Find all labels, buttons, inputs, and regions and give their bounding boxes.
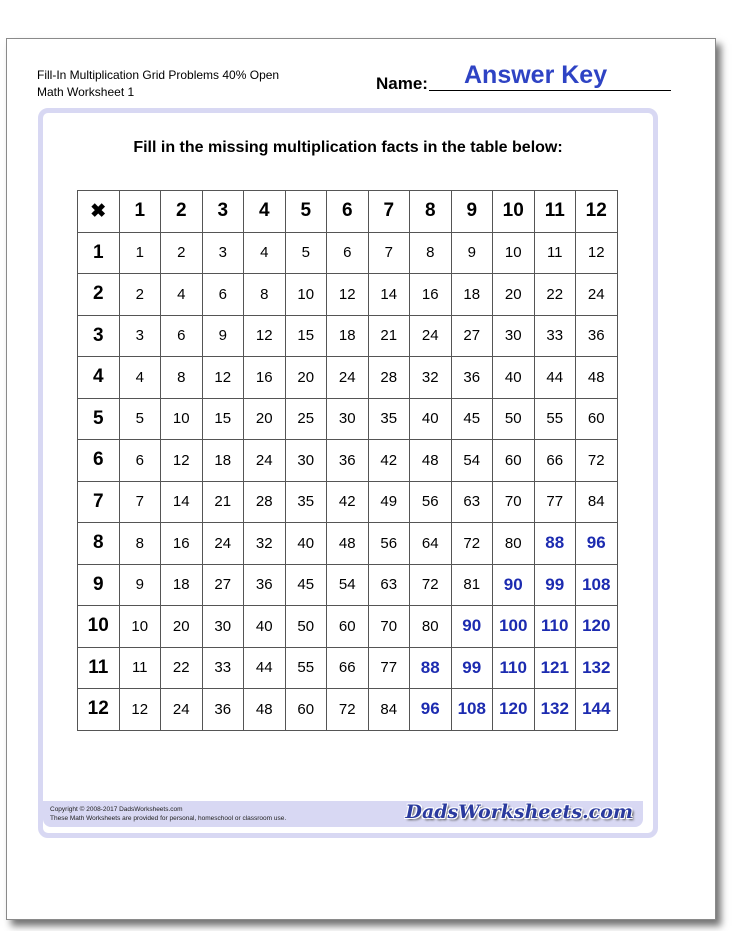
column-header: 7 xyxy=(368,191,410,233)
grid-row xyxy=(78,357,618,399)
row-header: 9 xyxy=(78,564,120,606)
answer-cell: 120 xyxy=(493,689,535,731)
grid-cell: 9 xyxy=(202,315,244,357)
answer-key-label: Answer Key xyxy=(464,61,608,89)
grid-cell: 6 xyxy=(161,315,203,357)
grid-cell: 66 xyxy=(534,440,576,482)
grid-cell: 40 xyxy=(410,398,452,440)
grid-cell: 48 xyxy=(327,523,369,565)
grid-cell: 24 xyxy=(244,440,286,482)
grid-cell: 66 xyxy=(327,647,369,689)
grid-cell: 15 xyxy=(285,315,327,357)
grid-cell: 60 xyxy=(327,606,369,648)
brand-logo: DadsWorksheets.com xyxy=(405,801,633,823)
grid-cell: 60 xyxy=(576,398,618,440)
grid-header-row xyxy=(78,191,618,233)
grid-cell: 1 xyxy=(119,232,161,274)
grid-row xyxy=(78,315,618,357)
grid-cell: 33 xyxy=(534,315,576,357)
worksheet-title-line2: Math Worksheet 1 xyxy=(37,85,135,99)
grid-cell: 2 xyxy=(161,232,203,274)
grid-cell: 12 xyxy=(576,232,618,274)
grid-cell: 40 xyxy=(285,523,327,565)
grid-cell: 50 xyxy=(493,398,535,440)
grid-cell: 4 xyxy=(161,274,203,316)
grid-cell: 18 xyxy=(327,315,369,357)
grid-cell: 24 xyxy=(202,523,244,565)
grid-cell: 5 xyxy=(285,232,327,274)
grid-cell: 72 xyxy=(327,689,369,731)
grid-cell: 9 xyxy=(451,232,493,274)
row-header: 4 xyxy=(78,357,120,399)
footer-bar xyxy=(43,801,643,827)
column-header: 9 xyxy=(451,191,493,233)
grid-cell: 44 xyxy=(244,647,286,689)
grid-cell: 36 xyxy=(451,357,493,399)
grid-cell: 42 xyxy=(368,440,410,482)
grid-cell: 3 xyxy=(202,232,244,274)
grid-cell: 55 xyxy=(534,398,576,440)
grid-cell: 28 xyxy=(244,481,286,523)
column-header: 5 xyxy=(285,191,327,233)
grid-cell: 24 xyxy=(576,274,618,316)
grid-cell: 70 xyxy=(493,481,535,523)
copyright-line2: These Math Worksheets are provided for personal, homeschool or classroom use. xyxy=(50,815,287,822)
grid-row xyxy=(78,440,618,482)
grid-cell: 33 xyxy=(202,647,244,689)
grid-cell: 63 xyxy=(451,481,493,523)
row-header: 3 xyxy=(78,315,120,357)
grid-cell: 35 xyxy=(368,398,410,440)
grid-cell: 7 xyxy=(119,481,161,523)
grid-cell: 10 xyxy=(285,274,327,316)
grid-cell: 20 xyxy=(161,606,203,648)
grid-row xyxy=(78,398,618,440)
grid-cell: 8 xyxy=(244,274,286,316)
grid-row xyxy=(78,481,618,523)
column-header: 3 xyxy=(202,191,244,233)
answer-cell: 99 xyxy=(534,564,576,606)
grid-row xyxy=(78,274,618,316)
answer-cell: 108 xyxy=(451,689,493,731)
grid-cell: 27 xyxy=(202,564,244,606)
column-header: 2 xyxy=(161,191,203,233)
grid-cell: 36 xyxy=(244,564,286,606)
row-header: 8 xyxy=(78,523,120,565)
grid-cell: 63 xyxy=(368,564,410,606)
answer-cell: 96 xyxy=(410,689,452,731)
grid-cell: 77 xyxy=(368,647,410,689)
grid-cell: 40 xyxy=(493,357,535,399)
grid-cell: 16 xyxy=(161,523,203,565)
grid-cell: 50 xyxy=(285,606,327,648)
grid-cell: 6 xyxy=(202,274,244,316)
grid-cell: 40 xyxy=(244,606,286,648)
grid-cell: 15 xyxy=(202,398,244,440)
row-header: 5 xyxy=(78,398,120,440)
grid-cell: 64 xyxy=(410,523,452,565)
grid-cell: 21 xyxy=(368,315,410,357)
grid-cell: 48 xyxy=(244,689,286,731)
grid-cell: 5 xyxy=(119,398,161,440)
grid-cell: 45 xyxy=(451,398,493,440)
answer-cell: 120 xyxy=(576,606,618,648)
grid-cell: 11 xyxy=(534,232,576,274)
grid-cell: 21 xyxy=(202,481,244,523)
answer-cell: 90 xyxy=(493,564,535,606)
grid-cell: 12 xyxy=(327,274,369,316)
grid-cell: 14 xyxy=(161,481,203,523)
instructions: Fill in the missing multiplication facts in the table below: xyxy=(133,139,563,156)
column-header: 10 xyxy=(493,191,535,233)
answer-cell: 88 xyxy=(534,523,576,565)
name-underline xyxy=(429,90,671,91)
grid-cell: 84 xyxy=(576,481,618,523)
answer-cell: 121 xyxy=(534,647,576,689)
answer-cell: 96 xyxy=(576,523,618,565)
grid-cell: 54 xyxy=(327,564,369,606)
grid-cell: 16 xyxy=(244,357,286,399)
grid-cell: 60 xyxy=(285,689,327,731)
grid-cell: 24 xyxy=(327,357,369,399)
answer-cell: 100 xyxy=(493,606,535,648)
grid-cell: 10 xyxy=(161,398,203,440)
grid-cell: 36 xyxy=(327,440,369,482)
answer-cell: 99 xyxy=(451,647,493,689)
grid-cell: 8 xyxy=(161,357,203,399)
grid-cell: 54 xyxy=(451,440,493,482)
grid-cell: 55 xyxy=(285,647,327,689)
grid-cell: 30 xyxy=(493,315,535,357)
grid-cell: 14 xyxy=(368,274,410,316)
grid-row xyxy=(78,523,618,565)
row-header: 6 xyxy=(78,440,120,482)
grid-cell: 35 xyxy=(285,481,327,523)
grid-cell: 49 xyxy=(368,481,410,523)
grid-cell: 3 xyxy=(119,315,161,357)
row-header: 11 xyxy=(78,647,120,689)
grid-row xyxy=(78,232,618,274)
grid-cell: 8 xyxy=(119,523,161,565)
grid-cell: 22 xyxy=(534,274,576,316)
grid-row xyxy=(78,606,618,648)
grid-cell: 18 xyxy=(202,440,244,482)
grid-cell: 12 xyxy=(119,689,161,731)
answer-cell: 88 xyxy=(410,647,452,689)
grid-cell: 48 xyxy=(576,357,618,399)
grid-cell: 20 xyxy=(285,357,327,399)
grid-cell: 25 xyxy=(285,398,327,440)
column-header: 6 xyxy=(327,191,369,233)
worksheet-panel xyxy=(38,108,658,838)
column-header: 12 xyxy=(576,191,618,233)
multiplication-grid xyxy=(77,190,618,731)
grid-cell: 32 xyxy=(410,357,452,399)
column-header: 4 xyxy=(244,191,286,233)
multiply-symbol-icon: ✖ xyxy=(78,191,120,233)
worksheet-title xyxy=(37,67,279,101)
answer-cell: 90 xyxy=(451,606,493,648)
answer-cell: 108 xyxy=(576,564,618,606)
copyright-line1: Copyright © 2008-2017 DadsWorksheets.com xyxy=(50,806,183,813)
grid-cell: 70 xyxy=(368,606,410,648)
grid-cell: 30 xyxy=(285,440,327,482)
grid-cell: 72 xyxy=(410,564,452,606)
row-header: 1 xyxy=(78,232,120,274)
grid-cell: 72 xyxy=(451,523,493,565)
answer-cell: 110 xyxy=(534,606,576,648)
answer-cell: 132 xyxy=(534,689,576,731)
row-header: 7 xyxy=(78,481,120,523)
name-field xyxy=(376,61,666,102)
grid-cell: 8 xyxy=(410,232,452,274)
grid-cell: 12 xyxy=(161,440,203,482)
grid-cell: 24 xyxy=(410,315,452,357)
grid-cell: 81 xyxy=(451,564,493,606)
grid-cell: 30 xyxy=(327,398,369,440)
grid-cell: 22 xyxy=(161,647,203,689)
answer-cell: 132 xyxy=(576,647,618,689)
grid-cell: 80 xyxy=(493,523,535,565)
answer-cell: 110 xyxy=(493,647,535,689)
grid-cell: 48 xyxy=(410,440,452,482)
row-header: 10 xyxy=(78,606,120,648)
answer-cell: 144 xyxy=(576,689,618,731)
grid-cell: 4 xyxy=(119,357,161,399)
grid-cell: 56 xyxy=(368,523,410,565)
grid-cell: 6 xyxy=(327,232,369,274)
grid-cell: 32 xyxy=(244,523,286,565)
grid-cell: 27 xyxy=(451,315,493,357)
column-header: 8 xyxy=(410,191,452,233)
grid-cell: 12 xyxy=(244,315,286,357)
grid-row xyxy=(78,564,618,606)
grid-cell: 30 xyxy=(202,606,244,648)
grid-cell: 42 xyxy=(327,481,369,523)
grid-cell: 4 xyxy=(244,232,286,274)
grid-cell: 84 xyxy=(368,689,410,731)
grid-cell: 18 xyxy=(451,274,493,316)
grid-cell: 10 xyxy=(493,232,535,274)
column-header: 11 xyxy=(534,191,576,233)
grid-cell: 56 xyxy=(410,481,452,523)
row-header: 2 xyxy=(78,274,120,316)
grid-cell: 45 xyxy=(285,564,327,606)
grid-cell: 72 xyxy=(576,440,618,482)
grid-cell: 36 xyxy=(576,315,618,357)
copyright xyxy=(50,805,286,823)
grid-row xyxy=(78,647,618,689)
grid-cell: 80 xyxy=(410,606,452,648)
worksheet-title-line1: Fill-In Multiplication Grid Problems 40% Open xyxy=(37,68,280,82)
grid-cell: 24 xyxy=(161,689,203,731)
grid-cell: 9 xyxy=(119,564,161,606)
grid-cell: 6 xyxy=(119,440,161,482)
grid-cell: 11 xyxy=(119,647,161,689)
grid-cell: 7 xyxy=(368,232,410,274)
grid-row xyxy=(78,689,618,731)
grid-cell: 2 xyxy=(119,274,161,316)
grid-cell: 12 xyxy=(202,357,244,399)
grid-cell: 20 xyxy=(493,274,535,316)
grid-cell: 20 xyxy=(244,398,286,440)
column-header: 1 xyxy=(119,191,161,233)
grid-cell: 77 xyxy=(534,481,576,523)
grid-cell: 28 xyxy=(368,357,410,399)
grid-cell: 18 xyxy=(161,564,203,606)
grid-cell: 44 xyxy=(534,357,576,399)
name-label: Name: xyxy=(376,74,428,93)
grid-cell: 36 xyxy=(202,689,244,731)
grid-cell: 10 xyxy=(119,606,161,648)
row-header: 12 xyxy=(78,689,120,731)
grid-cell: 16 xyxy=(410,274,452,316)
grid-cell: 60 xyxy=(493,440,535,482)
